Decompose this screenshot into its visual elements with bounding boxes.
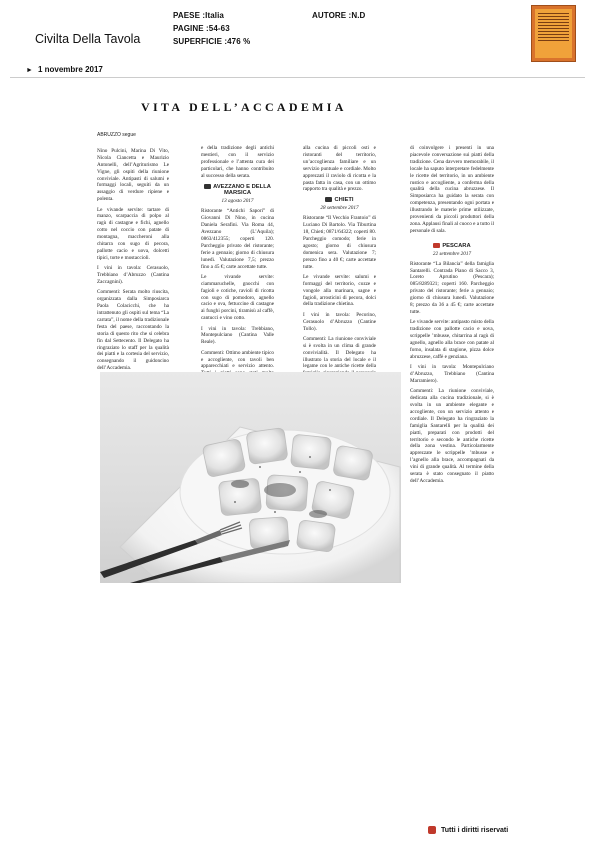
paragraph: Le vivande servite: ciammaruchelle, gnocchi con fagioli e cotiche, ravioli di ricotta con sugo di pomodoro, agnello cacio e ova, fettuccine di castagne ai funghi porcini, tiramisù al caffè, cantucci e vino cotto. — [201, 273, 274, 322]
delegation-heading — [201, 184, 274, 198]
paragraph: e della tradizione degli antichi mestieri, con il servizio professionale e l’attenta cura dei particolari, che hanno contribuito al successo della serata. — [201, 145, 274, 179]
autore-value: N.D — [351, 11, 366, 20]
article-column-1 — [97, 132, 169, 376]
paragraph: Commenti: Serata molto riuscita, organizzata dalla Simposiarca Paola Colacicchi, che ha intrattenuto gli ospiti sul tema “La carrata”, il nome della tradizionale festa del paese, raccontando la storia di questo rito che si celebra fin dal Settecento. Il Delegato ha ringraziato lo staff per la qualità dei piatti e la cortesia del servizio, consegnando il guidoncino dell’Accademia. — [97, 289, 169, 372]
superficie-value: 476 % — [227, 37, 251, 46]
publisher-logo-icon — [428, 826, 436, 834]
paragraph: di coinvolgere i presenti in una piacevole conversazione sui piatti della tradizione. Cena davvero memorabile, il locale ha saputo interpretare fedelmente le ricette del territorio, in un ambiente rustico e accogliente, a conferma della qualità della cucina abruzzese. Il Simposiarca ha guidato la serata con competenza, presentando ogni portata e illustrando le materie prime utilizzate, provenienti da piccoli produttori della zona. Applausi finali al cuoco e a tutto il personale di sala. — [410, 145, 494, 234]
delegation-heading — [410, 243, 494, 250]
delegation-heading — [303, 197, 376, 204]
paragraph: Commenti: La riunione conviviale, dedicata alla cucina tradizionale, si è svolta in un ambiente elegante e accogliente, con un servizio attento e cordiale. Il Delegato ha ringraziato la famiglia Santarelli per la qualità dei piatti, preparati con prodotti del territorio e secondo le antiche ricette della zona vestina. Particolarmente apprezzate le scrippelle ’mbusse e l’agnello alla brace, accompagnati da vini di grande qualità. Al termine della serata è stato consegnato il piatto dell’Accademia. — [410, 388, 494, 484]
superficie-field: SUPERFICIE :476 % — [173, 37, 251, 46]
paragraph: Ristorante “La Bilancia” della famiglia Santarelli. Contrada Piano di Sacco 3, Loreto Aprutino (Pescara); 085/8289321; coperti 160. Parcheggio privato del ristorante; ferie a gennaio; giorno di chiusura lunedì. Valutazione 8; prezzo da 36 a 45 €; carte accettate tutte. — [410, 260, 494, 315]
delegation-name: AVEZZANO E DELLA MARSICA — [213, 183, 271, 197]
paragraph: I vini in tavola: Cerasuolo, Trebbiano d’Abruzzo (Cantina Zaccagnini). — [97, 265, 169, 285]
ravioli-photo — [100, 372, 401, 583]
paragraph: Ristorante “Antichi Sapori” di Giovanni Di Nino, in cucina Daniela Serafini. Via Roma 44, Avezzano (L’Aquila); 0863/412355; coperti 120. Parcheggio privato del ristorante; ferie a gennaio; giorno di chiusura lunedì. Valutazione 7,5; prezzo fino a 45 €; carte accettate tutte. — [201, 208, 274, 270]
autore-label: AUTORE — [312, 11, 347, 20]
paese-value: Italia — [205, 11, 224, 20]
paragraph: Commenti: Ottimo ambiente tipico e accogliente, con tavoli ben apparecchiati e servizio attento. — [201, 349, 274, 370]
delegation-name: CHIETI — [334, 197, 354, 204]
autore-field: AUTORE :N.D — [312, 11, 366, 20]
paragraph: I vini in tavola: Montepulciano d’Abruzzo, Trebbiano (Cantina Marramiero). — [410, 364, 494, 384]
paragraph: Le vivande servite: tartare di manzo, scarpaccia di polpo al ragù di castagne e fichi, agnello cotto nel coccio con patate di montagna, maccheroni alla chitarra con sugo di pecora, pallotte cacio e uova, dolcetti tipici, torte e mostaccioli. — [97, 206, 169, 261]
paragraph: Nino Pulcini, Marina Di Vito, Nicola Ciancetta e Maurizio Antonelli, dell’Agriturismo Le Vigne, gli ospiti della riunione conviviale. Antipasti di salumi e formaggi locali, seguiti da un assaggio di verdure ripiene e polenta. — [97, 147, 169, 203]
paragraph: alla cucina di piccoli osti e ristoranti del territorio, un’accoglienza familiare e un servizio puntuale e cordiale. Molto apprezzati il raviolo di ricotta e la pasta fatta in casa, con un ottimo rapporto tra qualità e prezzo. — [303, 145, 376, 193]
delegation-date: 28 settembre 2017 — [320, 205, 359, 212]
footer-copyright — [428, 826, 508, 834]
delegation-name: PESCARA — [442, 242, 471, 249]
ravioli-illustration — [100, 372, 401, 583]
arrow-icon: ► — [26, 67, 33, 74]
paragraph: Commenti: La riunione conviviale si è svolta in un clima di grande convivialità. Il Delegato ha illustrato la storia del locale e il legame con le antiche ricette della — [303, 335, 376, 370]
flag-icon — [204, 184, 211, 189]
pagine-field: PAGINE :54-63 — [173, 24, 230, 33]
flag-icon — [433, 243, 440, 248]
delegation-date: 13 agosto 2017 — [221, 198, 254, 205]
header-divider — [10, 77, 585, 78]
region-header: ABRUZZO segue — [97, 132, 136, 138]
section-title: VITA DELL’ACCADEMIA — [141, 100, 347, 114]
paese-label: PAESE — [173, 11, 201, 20]
paragraph: Le vivande servite: antipasto misto della tradizione con pallotte cacio e uova, scrippelle ’mbusse, chitarrina al ragù di agnello, agnello alla brace con patate al forno, insalata di stagione, pizza dolce abruzzese, caffè e genziana. — [410, 319, 494, 360]
publication-name: Civilta Della Tavola — [35, 32, 141, 46]
pagine-label: PAGINE — [173, 24, 204, 33]
copyright-text: Tutti i diritti riservati — [441, 826, 509, 834]
paragraph: I vini in tavola: Pecorino, Cerasuolo d’Abruzzo (Cantine Tollo). — [303, 311, 376, 332]
paragraph: Ristorante “Il Vecchio Frantoio” di Luciano Di Bartolo. Via Tiburtina 18, Chieti; 0871/64322; coperti 80. Parcheggio comodo; ferie in agosto; giorno di chiusura domenica sera. Valutazione 7; prezzo fino a 40 €; carte accettate tutte. — [303, 215, 376, 270]
superficie-label: SUPERFICIE — [173, 37, 223, 46]
paese-field: PAESE :Italia — [173, 11, 224, 20]
paragraph: Le vivande servite: salumi e formaggi del territorio, cozze e vongole alla marinara, sagne e fagioli, arrosticini di pecora, dolci della tradizione chietina. — [303, 273, 376, 308]
flag-icon — [325, 197, 332, 202]
article-column-3 — [303, 145, 376, 395]
issue-date-text: 1 novembre 2017 — [37, 65, 103, 74]
pagine-value: 54-63 — [208, 24, 230, 33]
issue-date — [26, 65, 103, 74]
magazine-cover-thumbnail — [531, 5, 576, 62]
article-column-4 — [410, 145, 494, 488]
delegation-date: 22 settembre 2017 — [432, 250, 472, 257]
paragraph: I vini in tavola: Trebbiano, Montepulciano (Cantina Valle Reale). — [201, 325, 274, 346]
